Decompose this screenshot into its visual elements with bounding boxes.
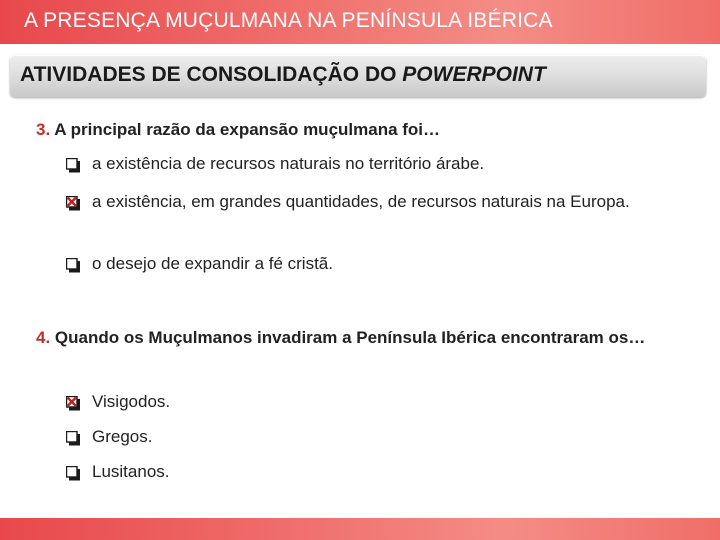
question-text: Quando os Muçulmanos invadiram a Península Ibérica encontraram os… [54,328,646,347]
footer-banner [0,518,720,540]
subtitle-banner [10,55,706,97]
option-label: a existência, em grandes quantidades, de recursos naturais na Europa. [92,192,630,211]
question-3-option-1[interactable] [66,152,676,176]
question-number: 4. [36,328,51,347]
checked-x-checkbox-icon[interactable] [66,194,80,209]
option-label: Visigodos. [92,392,171,411]
option-label: Gregos. [92,427,153,446]
question-3 [36,118,696,142]
question-4-option-2[interactable] [66,425,676,449]
question-3-option-2[interactable] [66,190,676,214]
empty-checkbox-icon[interactable] [66,156,80,171]
question-text: A principal razão da expansão muçulmana foi… [54,120,441,139]
empty-checkbox-icon[interactable] [66,464,80,479]
option-label: Lusitanos. [92,462,170,481]
question-4-option-3[interactable] [66,460,676,484]
question-4 [36,326,696,350]
option-label: a existência de recursos naturais no território árabe. [92,154,485,173]
section-title [20,63,546,87]
option-label: o desejo de expandir a fé cristã. [92,254,333,273]
question-4-option-1[interactable] [66,390,676,414]
title-banner [0,0,720,44]
section-title-emphasis: POWERPOINT [402,63,546,86]
page-title: A PRESENÇA MUÇULMANA NA PENÍNSULA IBÉRICA [24,9,553,32]
question-3-option-3[interactable] [66,252,676,276]
section-title-prefix: ATIVIDADES DE CONSOLIDAÇÃO DO [20,63,403,86]
empty-checkbox-icon[interactable] [66,256,80,271]
empty-checkbox-icon[interactable] [66,429,80,444]
question-number: 3. [36,120,51,139]
checked-x-checkbox-icon[interactable] [66,394,80,409]
